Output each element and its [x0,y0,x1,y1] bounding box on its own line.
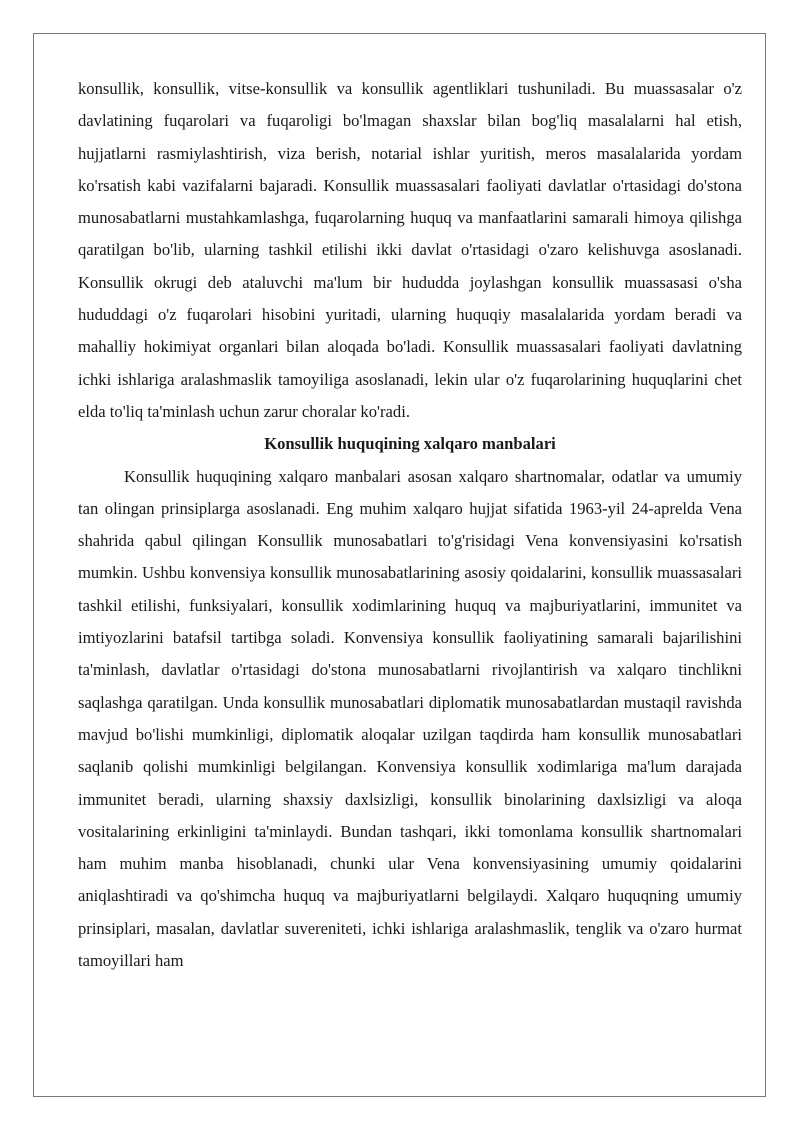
paragraph-consular-institutions: konsullik, konsullik, vitse-konsullik va konsullik agentliklari tushuniladi. Bu muassasalar o'z davlatining fuqarolari va fuqaroligi bo'lmagan shaxslar bilan bog'liq masalalarni hal etish, hujjatlarni rasmiylashtirish, viza berish, notarial ishlar yuritish, meros masalalarida yordam ko'rsatish kabi vazifalarni bajaradi. Konsullik muassasalari faoliyati davlatlar o'rtasidagi do'stona munosabatlarni mustahkamlashga, fuqarolarning huquq va manfaatlarini samarali himoya qilishga qaratilgan bo'lib, ularning tashkil etilishi ikki davlat o'rtasidagi o'zaro kelishuvga asoslanadi. Konsullik okrugi deb ataluvchi ma'lum bir hududda joylashgan konsullik muassasasi o'sha hududdagi o'z fuqarolari hisobini yuritadi, ularning huquqiy masalalarida yordam beradi va mahalliy hokimiyat organlari bilan aloqada bo'ladi. Konsullik muassasalari faoliyati davlatning ichki ishlariga aralashmaslik tamoyiliga asoslanadi, lekin ular o'z fuqarolarining huquqlarini chet elda to'liq ta'minlash uchun zarur choralar ko'radi. [78,79,742,421]
section-heading: Konsullik huquqining xalqaro manbalari [264,434,556,454]
paragraph-international-sources: Konsullik huquqining xalqaro manbalari asosan xalqaro shartnomalar, odatlar va umumiy tan olingan prinsiplarga asoslanadi. Eng muhim xalqaro hujjat sifatida 1963-yil 24-aprelda Vena shahrida qabul qilingan Konsullik munosabatlari to'g'risidagi Vena konvensiyasini ko'rsatish mumkin. Ushbu konvensiya konsullik munosabatlarining asosiy qoidalarini, konsullik muassasalari tashkil etilishi, funksiyalari, konsullik xodimlarining huquq va majburiyatlarini, immunitet va imtiyozlarini batafsil tartibga soladi. Konvensiya konsullik faoliyatining samarali bajarilishini ta'minlash, davlatlar o'rtasidagi do'stona munosabatlarni rivojlantirish va xalqaro tinchlikni saqlashga qaratilgan. Unda konsullik munosabatlari diplomatik munosabatlardan mustaqil ravishda mavjud bo'lishi mumkinligi, diplomatik aloqalar uzilgan taqdirda ham konsullik munosabatlari saqlanib qolishi mumkinligi belgilangan. Konvensiya konsullik xodimlariga ma'lum darajada immunitet beradi, ularning shaxsiy daxlsizligi, konsullik binolarining daxlsizligi va aloqa vositalarining erkinligini ta'minlaydi. Bundan tashqari, ikki tomonlama konsullik shartnomalari ham muhim manba hisoblanadi, chunki ular Vena konvensiyasining umumiy qoidalarini aniqlashtiradi va qo'shimcha huquq va majburiyatlarni belgilaydi. Xalqaro huquqning umumiy prinsiplari, masalan, davlatlar suvereniteti, ichki ishlariga aralashmaslik, tenglik va o'zaro hurmat tamoyillari ham [78,466,742,971]
document-body [78,73,742,977]
